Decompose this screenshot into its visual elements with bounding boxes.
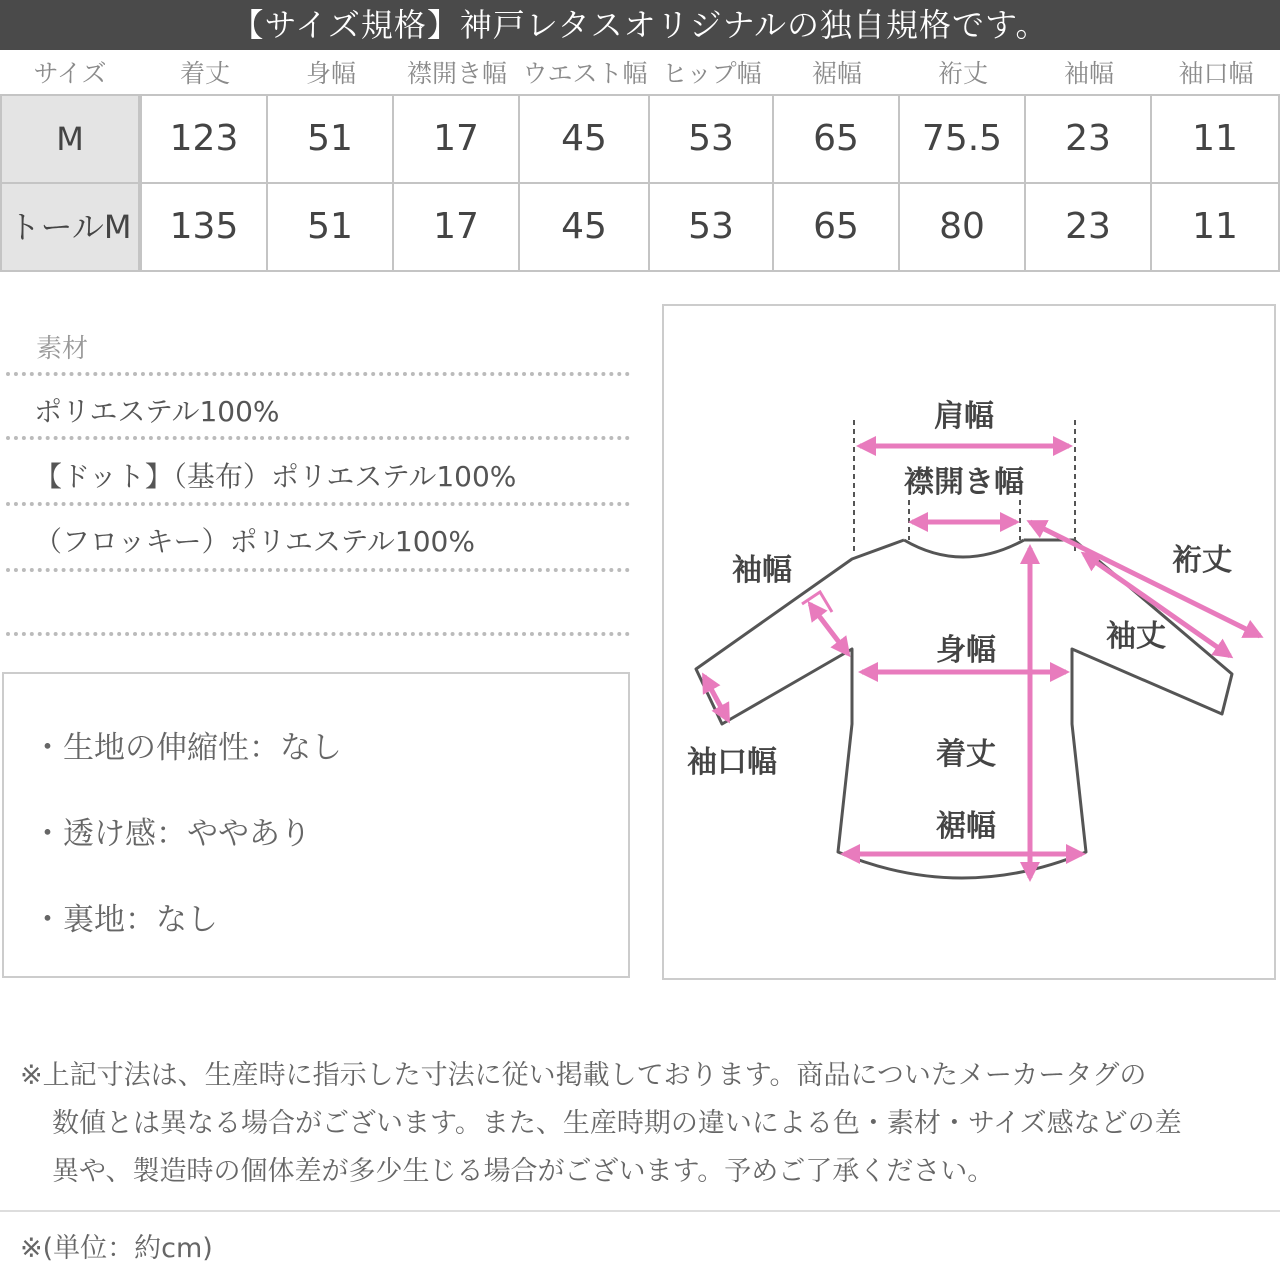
col-header-hem: 裾幅: [811, 59, 862, 88]
label-yuki: 裄丈: [1172, 543, 1232, 578]
disclaimer-text: [20, 1052, 1270, 1196]
fabric-notes-box: [2, 672, 630, 978]
value-cell: 53: [648, 94, 774, 184]
note-transparency: ・透け感：ややあり: [32, 816, 311, 852]
label-neck: 襟開き幅: [904, 465, 1024, 500]
disclaimer-line: 異や、製造時の個体差が多少生じる場合がございます。予めご了承ください。: [52, 1156, 995, 1187]
col-header-yuki: 裄丈: [937, 59, 988, 88]
value-cell: 51: [266, 182, 394, 272]
material-item: （フロッキー）ポリエステル100%: [34, 525, 475, 558]
divider: [6, 632, 630, 636]
value-cell: 53: [648, 182, 774, 272]
col-header-waist: ウエスト幅: [522, 59, 648, 88]
disclaimer-line: 数値とは異なる場合がございます。また、生産時期の違いによる色・素材・サイズ感などの差: [52, 1108, 1182, 1139]
label-cuff: 袖口幅: [687, 745, 777, 780]
table-row: [0, 182, 1280, 270]
label-sleeve-width: 袖幅: [732, 553, 792, 588]
value-cell: 135: [140, 182, 268, 272]
garment-diagram: [662, 304, 1276, 980]
label-hem: 裾幅: [936, 809, 996, 844]
note-stretch: ・生地の伸縮性：なし: [32, 730, 342, 766]
size-cell: トールM: [0, 182, 140, 272]
divider: [0, 1210, 1280, 1212]
value-cell: 23: [1024, 182, 1152, 272]
note-lining: ・裏地：なし: [32, 902, 218, 938]
divider: [6, 568, 630, 572]
col-header-length: 着丈: [179, 59, 230, 88]
divider: [6, 372, 630, 376]
disclaimer-line: ※上記寸法は、生産時に指示した寸法に従い掲載しております。商品についたメーカータグの: [20, 1060, 1147, 1091]
value-cell: 45: [518, 94, 650, 184]
divider: [6, 436, 630, 440]
label-shoulder: 肩幅: [934, 399, 994, 434]
value-cell: 11: [1150, 182, 1280, 272]
material-item: ポリエステル100%: [34, 395, 280, 428]
value-cell: 17: [392, 182, 520, 272]
label-length: 着丈: [936, 737, 996, 772]
value-cell: 80: [898, 182, 1026, 272]
material-item: 【ドット】（基布）ポリエステル100%: [34, 460, 517, 493]
divider: [6, 502, 630, 506]
value-cell: 123: [140, 94, 268, 184]
value-cell: 75.5: [898, 94, 1026, 184]
col-header-size: サイズ: [33, 59, 107, 88]
size-cell: M: [0, 94, 140, 184]
label-sleeve-length: 袖丈: [1106, 619, 1166, 654]
col-header-body-width: 身幅: [305, 59, 356, 88]
col-header-hip: ヒップ幅: [662, 59, 762, 88]
value-cell: 23: [1024, 94, 1152, 184]
material-label: 素材: [36, 334, 89, 364]
measurement-diagram-box: [662, 304, 1276, 980]
size-spec-header: 【サイズ規格】神戸レタスオリジナルの独自規格です。: [0, 0, 1280, 50]
col-header-cuff: 袖口幅: [1178, 59, 1254, 88]
value-cell: 17: [392, 94, 520, 184]
value-cell: 11: [1150, 94, 1280, 184]
sleeve-width-arrow: [810, 604, 848, 654]
value-cell: 65: [772, 182, 900, 272]
col-header-sleeve-width: 袖幅: [1063, 59, 1114, 88]
col-header-neck-width: 襟開き幅: [406, 59, 507, 88]
table-row: [0, 94, 1280, 182]
unit-note: ※(単位：約cm): [20, 1233, 213, 1264]
value-cell: 65: [772, 94, 900, 184]
value-cell: 51: [266, 94, 394, 184]
label-body-width: 身幅: [936, 633, 996, 668]
value-cell: 45: [518, 182, 650, 272]
